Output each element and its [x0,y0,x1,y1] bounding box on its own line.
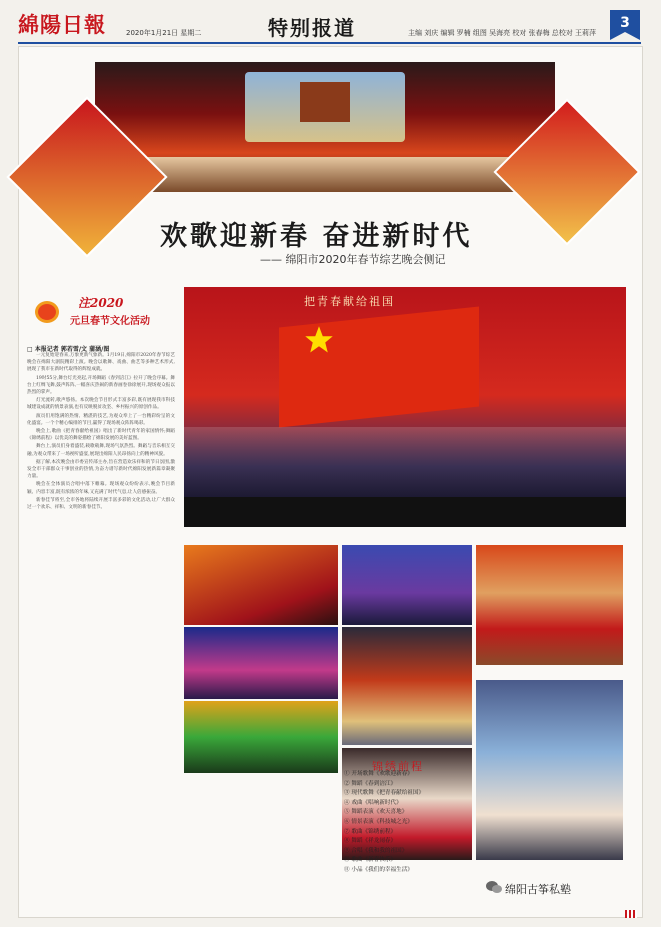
masthead-logo: 綿陽日報 [18,12,106,37]
caption-item: ⑦ 歌曲《锦绣前程》 [344,828,397,835]
caption-item: ⑪ 小品《我们的幸福生活》 [344,866,413,873]
caption-item: ⑥ 情景表演《科技城之光》 [344,818,413,825]
page-number-badge [610,10,640,40]
caption-item: ⑤ 舞蹈表演《欢天喜地》 [344,809,408,816]
caption-item: ⑩ 歌曲《新春快乐》 [344,857,397,864]
photo-captions [344,770,474,876]
photo-green-stage [184,701,338,773]
subheadline: —— 绵阳市2020年春节综艺晚会侧记 [260,253,446,266]
article-paragraph: 演员们用饱满的热情、精湛的技艺,为观众奉上了一台精彩纷呈的文化盛宴。一个个精心编排的节目,赢得了现场观众阵阵喝彩。 [27,413,175,426]
caption-item: ① 开场歌舞《欢歌迎新春》 [344,771,413,777]
article-paragraph: 新春佳节将至,全市各地将陆续开展丰富多彩的文化活动,让广大群众过一个欢乐、祥和、文明的新春佳节。 [27,497,175,511]
byline: □ 本报记者 郭若雪/文 蒲涵/图 [27,346,110,353]
headline: 欢歌迎新春 奋进新时代 [160,221,473,252]
page-number: 3 [620,15,630,31]
issue-date: 2020年1月21日 星期二 [126,29,202,37]
caption-item: ④ 戏曲《唱响新时代》 [344,799,402,806]
lantern-icon [32,296,62,326]
photo-dance-red [184,545,338,625]
photo-city-night [342,545,472,625]
photo-opera [342,627,472,745]
article-paragraph: 据了解,本次晚会由市委宣传部主办,旨在营造欢乐祥和的节日氛围,激发全市干部群众干事创业的热情,为奋力谱写新时代绵阳发展新篇章凝聚力量。 [27,459,175,480]
section-title: 特别报道 [268,16,356,40]
corner-mark [625,910,637,918]
stage-screen-text: 锦绣前程 [372,760,424,773]
caption-item: ② 舞蹈《春到涪江》 [344,780,397,787]
caption-item: ⑧ 舞蹈《祥龙闹春》 [344,838,397,845]
star-icon [304,325,334,355]
article-paragraph: 舞台上,演员们身着盛装,载歌载舞,现场气氛热烈。舞蹈与音乐相互交融,为观众带来了一场视听盛宴,展现出绵阳人民昂扬向上的精神风貌。 [27,444,175,457]
badge-subtitle: 元旦春节文化活动 [70,316,150,327]
article-paragraph: 晚会在全体演员合唱中落下帷幕。现场观众纷纷表示,晚会节目新颖、内容丰富,既有浓浓的年味,又充满了时代气息,让人倍感振奋。 [27,482,175,495]
banner-text: 把青春献给祖国 [304,295,395,308]
badge-title: 注2020 [78,296,124,310]
main-flag-photo [184,287,626,527]
article-paragraph: 晚会上,歌曲《把青春献给祖国》唱出了新时代青年的家国情怀;舞蹈《锦绣前程》以优美的舞姿描绘了绵阳发展的美好蓝图。 [27,429,175,442]
header-rule [18,42,641,44]
wechat-icon [486,880,502,894]
event-badge [30,292,160,332]
photo-singers [476,680,623,860]
caption-item: ⑨ 合唱《我和我的祖国》 [344,847,408,854]
watermark-text: 绵阳古筝私塾 [505,883,571,896]
article-paragraph: 19时55分,舞台灯光亮起,开场舞蹈《春到涪江》拉开了晚会序幕。舞台上红绸飞舞,鼓声阵阵,一幅喜庆热闹的新春画卷徐徐展开,现场观众报以热烈的掌声。 [27,375,175,396]
caption-item: ③ 现代歌舞《把青春献给祖国》 [344,790,425,797]
editor-credits: 主编 刘庆 编辑 罗楠 组图 吴海亮 校对 张春梅 总校对 王莉萍 [408,29,597,37]
photo-blue-stage [184,627,338,699]
article-body [27,352,175,512]
photo-red-dancers [476,545,623,665]
article-paragraph: 一元复始迎春来,万象更新气象新。1月19日,绵阳市2020年春节综艺晚会在绵阳大剧院精彩上演。晚会以歌舞、戏曲、曲艺等多种艺术形式,展现了我市在新时代取得的辉煌成就。 [27,353,175,373]
article-paragraph: 灯光流转,歌声悠扬。本次晚会节目形式丰富多彩,既有展现我市科技城建设成就的情景表演,也有反映脱贫攻坚、乡村振兴的原创作品。 [27,398,175,411]
